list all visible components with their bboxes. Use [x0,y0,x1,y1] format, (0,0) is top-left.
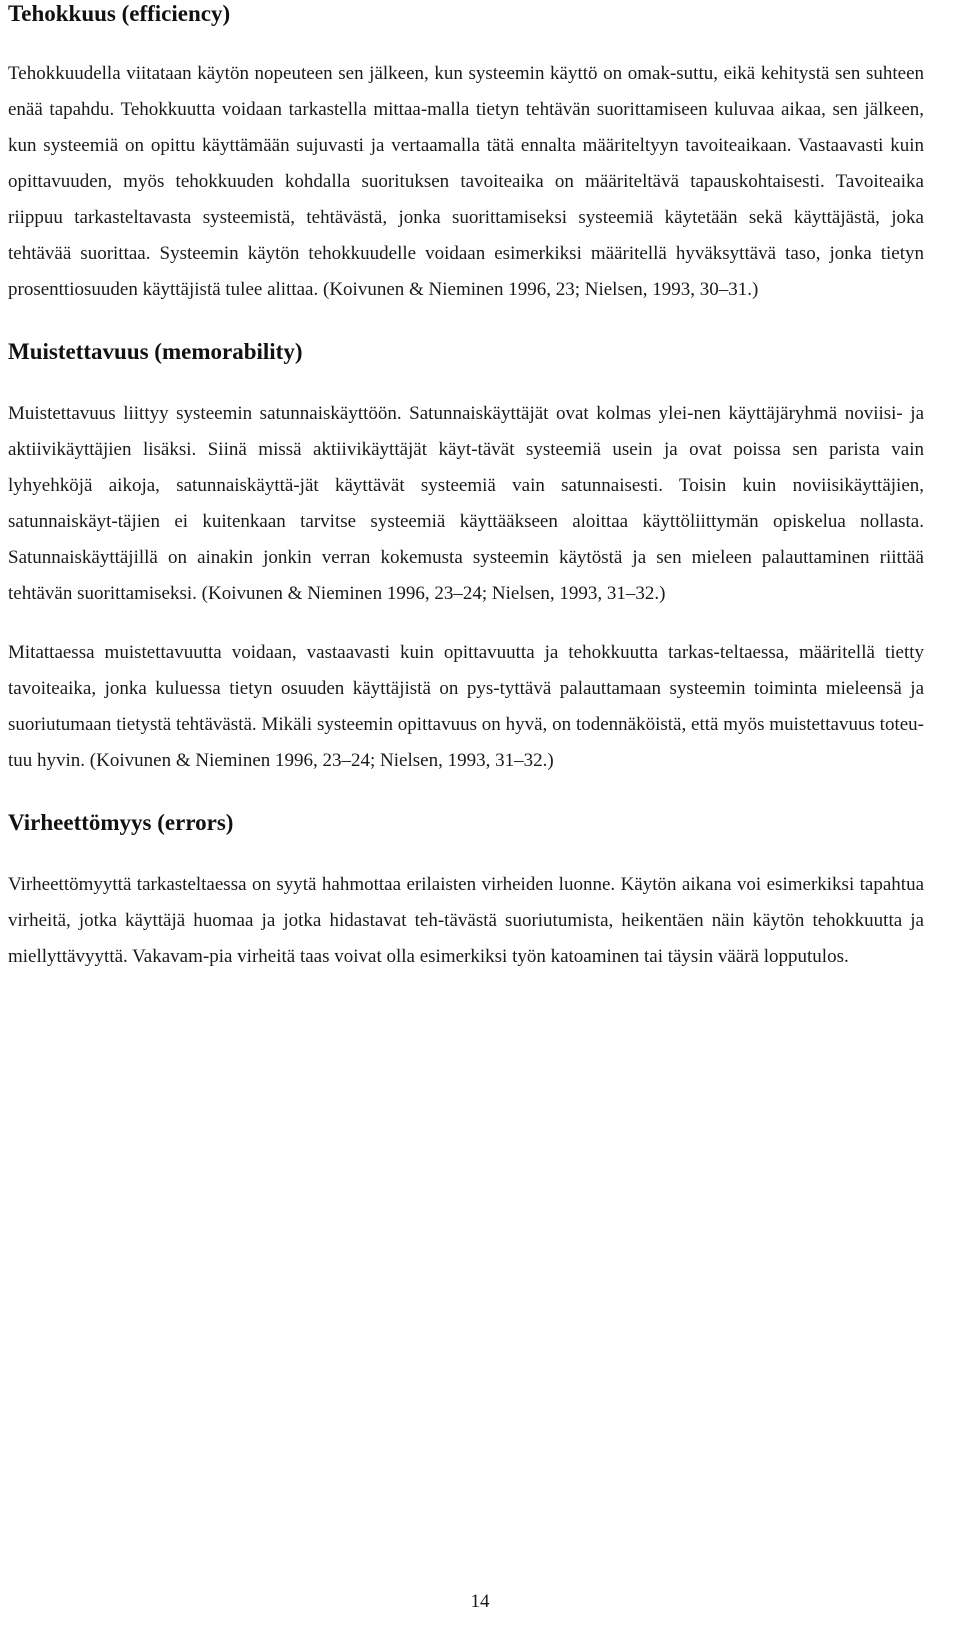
paragraph-errors: Virheettömyyttä tarkasteltaessa on syytä hahmottaa erilaisten virheiden luonne. Käytön aikana voi esimerkiksi tapahtua virheitä, jotka käyttäjä huomaa ja jotka hidastavat teh-tävästä suoriutumista, heikentäen näin käytön tehokkuutta ja miellyttävyyttä. Vakavam-pia virheitä taas voivat olla esimerkiksi työn katoaminen tai täysin väärä lopputulos. [8,874,924,967]
page-number: 14 [470,1591,490,1612]
document-page [8,0,924,975]
section-heading-errors: Virheettömyys (errors) [8,810,234,835]
section-heading-efficiency: Tehokkuus (efficiency) [8,1,231,26]
paragraph-efficiency: Tehokkuudella viitataan käytön nopeuteen sen jälkeen, kun systeemin käyttö on omak-suttu, eikä kehitystä sen suhteen enää tapahdu. Tehokkuutta voidaan tarkastella mittaa-malla tietyn tehtävän suorittamiseen kuluvaa aikaa, sen jälkeen, kun systeemiä on opittu käyttämään sujuvasti ja vertaamalla tätä ennalta määriteltyyn tavoiteaikaan. Vastaavasti kuin opittavuuden, myös tehokkuuden kohdalla suorituksen tavoiteaika on määriteltävä tapauskohtaisesti. Tavoiteaika riippuu tarkasteltavasta systeemistä, tehtävästä, jonka suorittamiseksi systeemiä käytetään sekä käyttäjästä, joka tehtävää suorittaa. Systeemin käytön tehokkuudelle voidaan esimerkiksi määritellä hyväksyttävä taso, jonka tietyn prosenttiosuuden käyttäjistä tulee alittaa. (Koivunen & Nieminen 1996, 23; Nielsen, 1993, 30–31.) [8,63,924,300]
paragraph-memorability-1: Muistettavuus liittyy systeemin satunnaiskäyttöön. Satunnaiskäyttäjät ovat kolmas ylei-nen käyttäjäryhmä noviisi- ja aktiivikäyttäjien lisäksi. Siinä missä aktiivikäyttäjät käyt-tävät systeemiä usein ja ovat poissa sen parista vain lyhyehköjä aikoja, satunnaiskäyttä-jät käyttävät systeemiä vain satunnaisesti. Toisin kuin noviisikäyttäjien, satunnaiskäyt-täjien ei kuitenkaan tarvitse systeemiä käyttääkseen aloittaa käyttöliittymän opiskelua nollasta. Satunnaiskäyttäjillä on ainakin jonkin verran kokemusta systeemin käytöstä ja sen mieleen palauttaminen riittää tehtävän suorittamiseksi. (Koivunen & Nieminen 1996, 23–24; Nielsen, 1993, 31–32.) [8,403,924,604]
section-heading-memorability: Muistettavuus (memorability) [8,339,303,364]
paragraph-memorability-2: Mitattaessa muistettavuutta voidaan, vastaavasti kuin opittavuutta ja tehokkuutta tarkas-teltaessa, määritellä tietty tavoiteaika, jonka kuluessa tietyn osuuden käyttäjistä on pys-tyttävä palauttamaan systeemin toiminta mieleensä ja suoriutumaan tietystä tehtävästä. Mikäli systeemin opittavuus on hyvä, on todennäköistä, että myös muistettavuus toteu-tuu hyvin. (Koivunen & Nieminen 1996, 23–24; Nielsen, 1993, 31–32.) [8,642,924,771]
